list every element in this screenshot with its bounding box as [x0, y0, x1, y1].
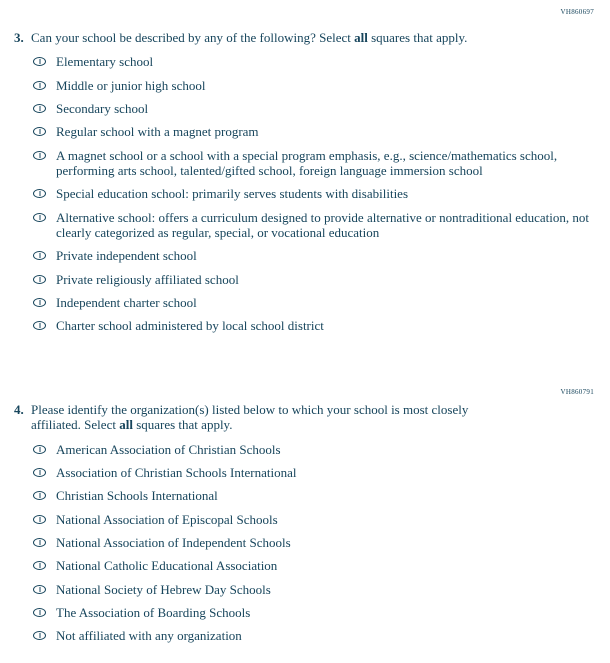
checkbox-bubble-icon[interactable] — [33, 57, 46, 66]
option-label: American Association of Christian Schools — [56, 441, 281, 457]
prompt-bold-word: all — [119, 417, 133, 433]
question-number: 3. — [14, 30, 24, 45]
option-label: National Association of Episcopal Schools — [56, 511, 278, 527]
checkbox-bubble-icon[interactable] — [33, 189, 46, 198]
option-label: Association of Christian Schools International — [56, 464, 297, 480]
form-code-q3: VH860697 — [560, 8, 594, 16]
answer-option — [33, 558, 596, 573]
answer-option — [33, 318, 596, 333]
checkbox-bubble-icon[interactable] — [33, 213, 46, 222]
question-3 — [14, 30, 596, 342]
option-label: Secondary school — [56, 100, 149, 116]
answer-option — [33, 605, 596, 620]
option-label: National Catholic Educational Association — [56, 558, 278, 574]
checkbox-bubble-icon[interactable] — [33, 127, 46, 136]
option-label: National Association of Independent Schools — [56, 534, 291, 550]
question-4-header — [14, 402, 596, 433]
option-label: The Association of Boarding Schools — [56, 604, 251, 620]
answer-option — [33, 512, 596, 527]
prompt-text: squares that apply. — [132, 417, 233, 433]
answer-option — [33, 535, 596, 550]
checkbox-bubble-icon[interactable] — [33, 538, 46, 547]
answer-option — [33, 272, 596, 287]
option-label: Independent charter school — [56, 294, 197, 310]
checkbox-bubble-icon[interactable] — [33, 491, 46, 500]
checkbox-bubble-icon[interactable] — [33, 151, 46, 160]
checkbox-bubble-icon[interactable] — [33, 515, 46, 524]
prompt-text: squares that apply. — [367, 30, 468, 45]
prompt-text: Can your school be described by any of the following? Select — [31, 30, 355, 45]
answer-option — [33, 582, 596, 597]
answer-option — [33, 465, 596, 480]
answer-option — [33, 124, 596, 139]
answer-option — [33, 210, 596, 241]
form-code-q4: VH860791 — [560, 388, 594, 396]
option-label: Special education school: primarily serves students with disabilities — [56, 186, 409, 202]
checkbox-bubble-icon[interactable] — [33, 631, 46, 640]
option-label: Christian Schools International — [56, 488, 218, 504]
option-label: Regular school with a magnet program — [56, 124, 259, 140]
checkbox-bubble-icon[interactable] — [33, 298, 46, 307]
checkbox-bubble-icon[interactable] — [33, 608, 46, 617]
checkbox-bubble-icon[interactable] — [33, 275, 46, 284]
answer-option — [33, 442, 596, 457]
checkbox-bubble-icon[interactable] — [33, 468, 46, 477]
answer-option — [33, 628, 596, 643]
answer-option — [33, 295, 596, 310]
checkbox-bubble-icon[interactable] — [33, 585, 46, 594]
answer-option — [33, 186, 596, 201]
checkbox-bubble-icon[interactable] — [33, 321, 46, 330]
question-number: 4. — [14, 402, 24, 417]
checkbox-bubble-icon[interactable] — [33, 81, 46, 90]
answer-option — [33, 488, 596, 503]
answer-option — [33, 248, 596, 263]
prompt-text: Please identify the organization(s) listed below to which your school is most closely affiliated. Select — [31, 402, 469, 433]
option-label: National Society of Hebrew Day Schools — [56, 581, 271, 597]
answer-option — [33, 54, 596, 69]
option-label: Private independent school — [56, 248, 197, 264]
option-label: Middle or junior high school — [56, 77, 206, 93]
checkbox-bubble-icon[interactable] — [33, 445, 46, 454]
question-prompt — [31, 402, 493, 433]
option-label: Charter school administered by local school district — [56, 318, 324, 334]
option-label: Alternative school: offers a curriculum designed to provide alternative or nontraditional education, not clearly categorized as regular, special, or vocational education — [56, 209, 589, 240]
answer-option — [33, 148, 596, 179]
question-4-options — [33, 442, 596, 644]
question-3-options — [33, 54, 596, 333]
option-label: Elementary school — [56, 54, 154, 70]
answer-option — [33, 101, 596, 116]
question-prompt — [31, 30, 596, 45]
question-4 — [14, 402, 596, 652]
question-3-header — [14, 30, 596, 45]
option-label: Private religiously affiliated school — [56, 271, 239, 287]
checkbox-bubble-icon[interactable] — [33, 561, 46, 570]
option-label: A magnet school or a school with a special program emphasis, e.g., science/mathematics school, performing arts school, talented/gifted school, foreign language immersion school — [56, 147, 558, 178]
answer-option — [33, 78, 596, 93]
checkbox-bubble-icon[interactable] — [33, 251, 46, 260]
checkbox-bubble-icon[interactable] — [33, 104, 46, 113]
option-label: Not affiliated with any organization — [56, 628, 242, 644]
prompt-bold-word: all — [354, 30, 368, 45]
